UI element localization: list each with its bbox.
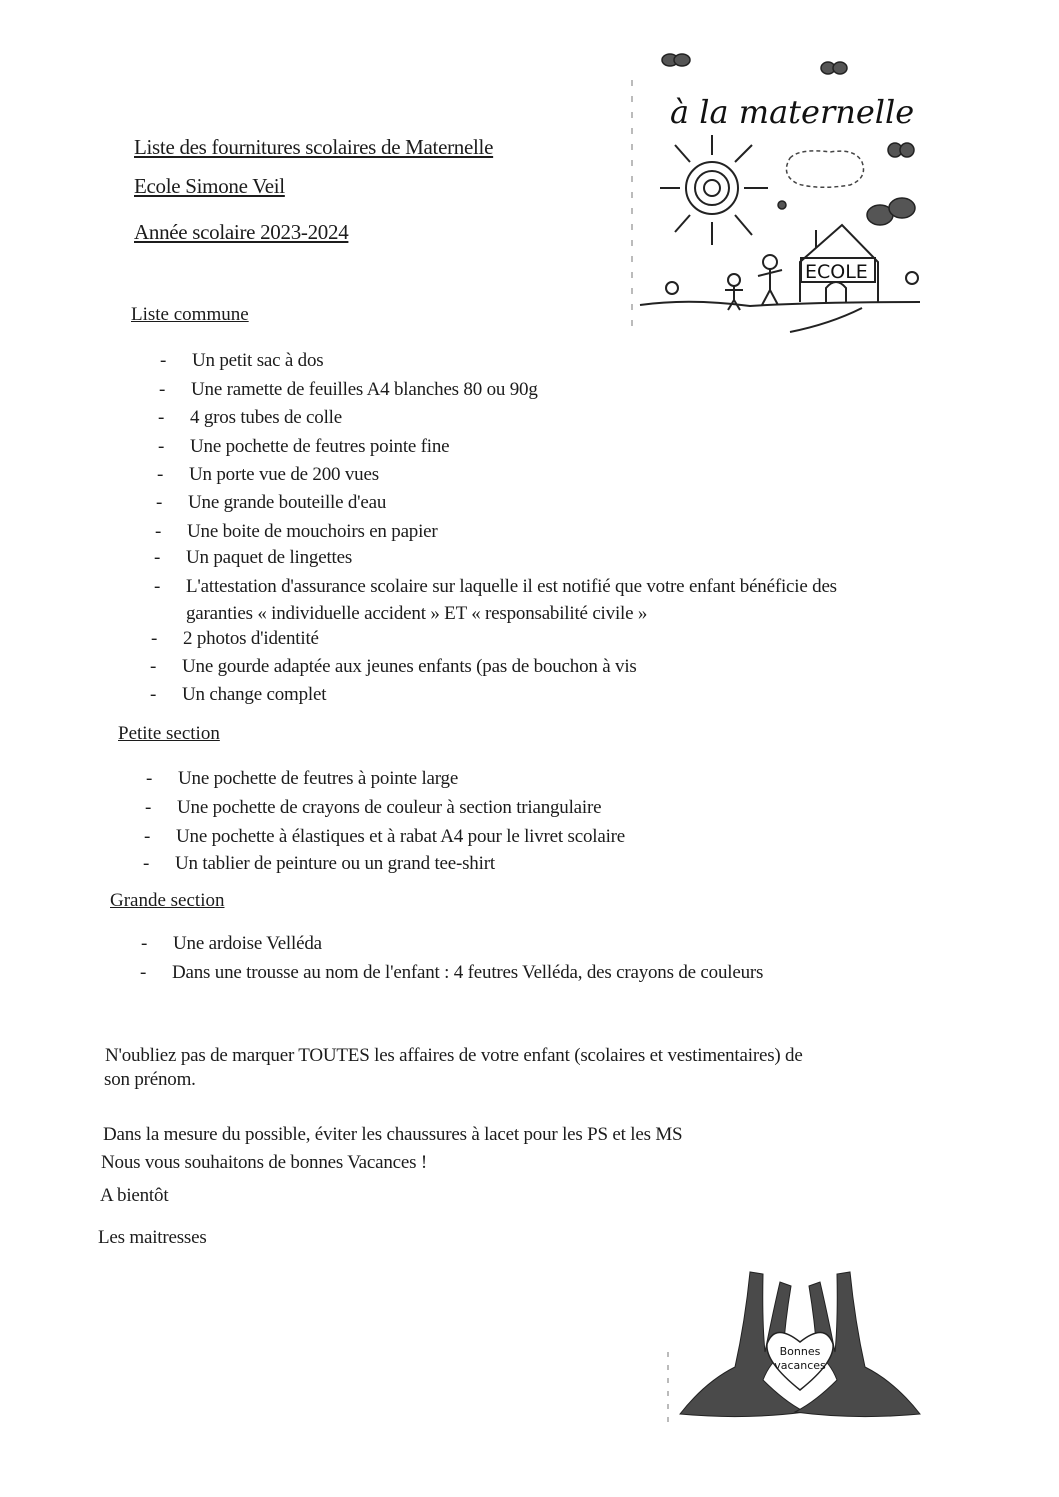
section-heading-commune: Liste commune (131, 304, 249, 325)
section-heading-grande: Grande section (110, 890, 225, 911)
heart-caption-line2: vacances (774, 1359, 826, 1372)
list-item: - 4 gros tubes de colle (158, 407, 342, 428)
section-heading-petite: Petite section (118, 723, 220, 744)
list-item: - Une grande bouteille d'eau (156, 492, 387, 513)
list-item: - Un paquet de lingettes (154, 547, 353, 568)
list-item: - 2 photos d'identité (151, 628, 319, 649)
list-item: - Un petit sac à dos (160, 350, 324, 371)
list-item: - Un tablier de peinture ou un grand tee-shirt (143, 853, 495, 874)
heart-caption-line1: Bonnes (779, 1345, 821, 1358)
list-item: - Un change complet (150, 684, 327, 705)
heart-hands-icon (665, 1262, 935, 1422)
list-item: - Une ardoise Velléda (141, 933, 322, 954)
list-item: - Une ramette de feuilles A4 blanches 80 ou 90g (159, 379, 538, 400)
illustration-caption: à la maternelle (670, 93, 915, 131)
list-item: - Une pochette de crayons de couleur à section triangulaire (145, 797, 602, 818)
shoes-note: Dans la mesure du possible, éviter les chaussures à lacet pour les PS et les MS (103, 1124, 683, 1145)
list-item: - Une boite de mouchoirs en papier (155, 521, 438, 542)
reminder-note-line2: son prénom. (104, 1069, 196, 1090)
list-item-continuation: garanties « individuelle accident » ET « responsabilité civile » (186, 603, 648, 624)
list-item: - Une pochette de feutres à pointe large (146, 768, 459, 789)
list-item: - Dans une trousse au nom de l'enfant : 4 feutres Velléda, des crayons de couleurs (140, 962, 764, 983)
school-sign: ECOLE (805, 261, 868, 283)
list-item: - Une pochette de feutres pointe fine (158, 436, 450, 457)
document-title: Liste des fournitures scolaires de Maternelle (134, 135, 494, 159)
signature: Les maitresses (98, 1227, 207, 1248)
list-item: - Une pochette à élastiques et à rabat A4 pour le livret scolaire (144, 826, 626, 847)
reminder-note-line1: N'oubliez pas de marquer TOUTES les affaires de votre enfant (scolaires et vestimentaires) de (105, 1045, 803, 1066)
school-drawing-icon (630, 40, 930, 340)
list-item: - Une gourde adaptée aux jeunes enfants (pas de bouchon à vis (150, 656, 637, 677)
list-item: - Un porte vue de 200 vues (157, 464, 379, 485)
closing: A bientôt (100, 1185, 169, 1206)
school-year: Année scolaire 2023-2024 (134, 220, 349, 244)
school-name: Ecole Simone Veil (134, 174, 285, 198)
list-item: - L'attestation d'assurance scolaire sur laquelle il est notifié que votre enfant bénéficie des (154, 576, 837, 597)
holiday-wishes: Nous vous souhaitons de bonnes Vacances ! (101, 1152, 428, 1173)
